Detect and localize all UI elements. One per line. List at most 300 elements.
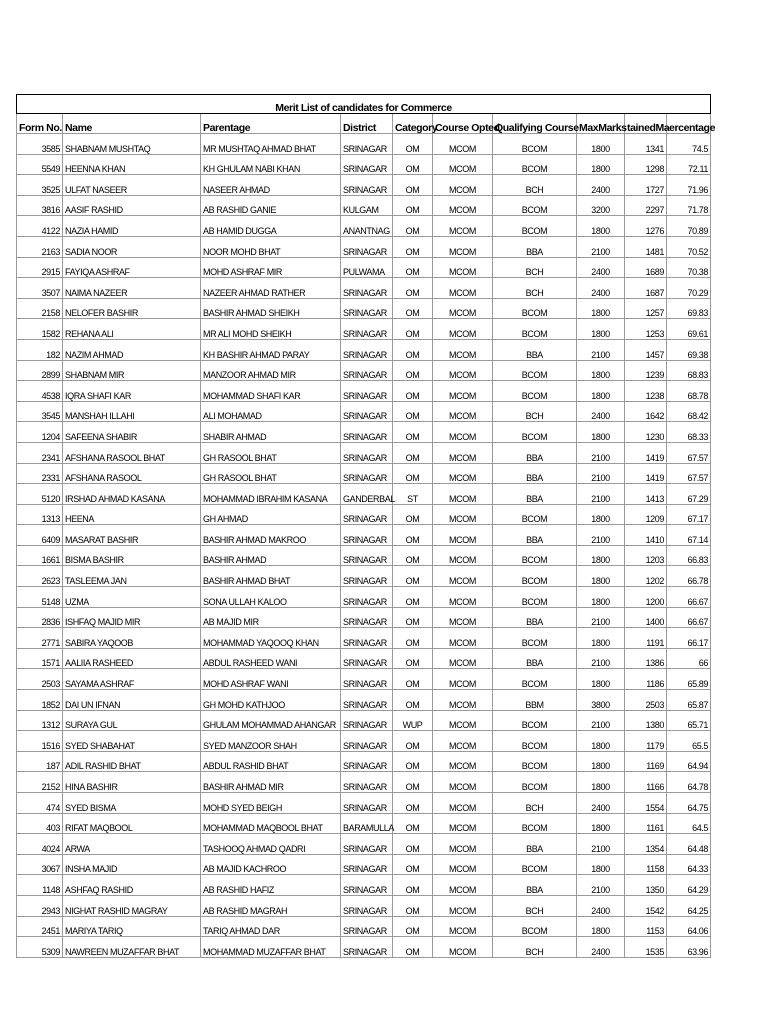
qualifying-course-cell: BBA [493,442,577,463]
obtained-marks-cell: 1354 [625,834,667,855]
qualifying-course-cell: BCOM [493,319,577,340]
name-cell: IQRA SHAFI KAR [63,381,201,402]
course-opted-cell: MCOM [433,484,493,505]
percentage-cell: 68.78 [667,381,711,402]
percentage-cell: 66.83 [667,545,711,566]
percentage-cell: 70.89 [667,216,711,237]
course-opted-cell: MCOM [433,669,493,690]
parentage-cell: MANZOOR AHMAD MIR [201,360,341,381]
category-cell: OM [393,195,433,216]
form-no-cell: 5549 [17,154,63,175]
category-cell: OM [393,504,433,525]
name-cell: ULFAT NASEER [63,175,201,196]
category-cell: OM [393,690,433,711]
district-cell: SRINAGAR [341,175,393,196]
obtained-marks-cell: 1350 [625,875,667,896]
qualifying-course-cell: BCOM [493,854,577,875]
max-marks-cell: 2400 [577,937,625,958]
qualifying-course-cell: BBA [493,484,577,505]
course-opted-cell: MCOM [433,834,493,855]
course-opted-cell: MCOM [433,607,493,628]
course-opted-cell: MCOM [433,154,493,175]
table-row [17,484,711,505]
percentage-cell: 66.17 [667,628,711,649]
category-cell: OM [393,648,433,669]
qualifying-course-cell: BBA [493,875,577,896]
district-cell: SRINAGAR [341,587,393,608]
qualifying-course-cell: BBA [493,834,577,855]
district-cell: SRINAGAR [341,154,393,175]
district-cell: SRINAGAR [341,236,393,257]
header-category: Category [393,114,433,134]
category-cell: OM [393,442,433,463]
parentage-cell: AB RASHID HAFIZ [201,875,341,896]
name-cell: AFSHANA RASOOL BHAT [63,442,201,463]
max-marks-cell: 1800 [577,731,625,752]
course-opted-cell: MCOM [433,587,493,608]
qualifying-course-cell: BBA [493,648,577,669]
parentage-cell: MOHAMMAD YAQOOQ KHAN [201,628,341,649]
category-cell: OM [393,298,433,319]
name-cell: HEENNA KHAN [63,154,201,175]
percentage-cell: 74.5 [667,134,711,155]
form-no-cell: 3545 [17,401,63,422]
obtained-marks-cell: 1410 [625,525,667,546]
percentage-cell: 64.25 [667,895,711,916]
category-cell: OM [393,895,433,916]
merit-list-table [16,94,716,958]
district-cell: SRINAGAR [341,381,393,402]
course-opted-cell: MCOM [433,916,493,937]
category-cell: OM [393,401,433,422]
name-cell: ISHFAQ MAJID MIR [63,607,201,628]
max-marks-cell: 1800 [577,504,625,525]
form-no-cell: 3507 [17,278,63,299]
max-marks-cell: 1800 [577,751,625,772]
district-cell: SRINAGAR [341,669,393,690]
name-cell: REHANA ALI [63,319,201,340]
category-cell: OM [393,793,433,814]
qualifying-course-cell: BCH [493,401,577,422]
table-row [17,813,711,834]
district-cell: ANANTNAG [341,216,393,237]
header-obtained-marks: tainedMa [625,114,667,134]
max-marks-cell: 2400 [577,401,625,422]
max-marks-cell: 1800 [577,216,625,237]
district-cell: PULWAMA [341,257,393,278]
qualifying-course-cell: BCH [493,793,577,814]
obtained-marks-cell: 1457 [625,339,667,360]
percentage-cell: 71.78 [667,195,711,216]
obtained-marks-cell: 1238 [625,381,667,402]
qualifying-course-cell: BCOM [493,916,577,937]
form-no-cell: 2915 [17,257,63,278]
percentage-cell: 67.57 [667,442,711,463]
table-row [17,628,711,649]
category-cell: OM [393,360,433,381]
course-opted-cell: MCOM [433,442,493,463]
table-row [17,175,711,196]
max-marks-cell: 2400 [577,278,625,299]
obtained-marks-cell: 1200 [625,587,667,608]
obtained-marks-cell: 1202 [625,566,667,587]
qualifying-course-cell: BCOM [493,813,577,834]
name-cell: MANSHAH ILLAHI [63,401,201,422]
parentage-cell: GH AHMAD [201,504,341,525]
obtained-marks-cell: 1481 [625,236,667,257]
qualifying-course-cell: BBA [493,463,577,484]
form-no-cell: 1148 [17,875,63,896]
district-cell: SRINAGAR [341,134,393,155]
percentage-cell: 64.5 [667,813,711,834]
obtained-marks-cell: 1186 [625,669,667,690]
category-cell: OM [393,875,433,896]
header-row [17,114,711,134]
max-marks-cell: 1800 [577,854,625,875]
course-opted-cell: MCOM [433,566,493,587]
name-cell: SYED SHABAHAT [63,731,201,752]
form-no-cell: 1582 [17,319,63,340]
percentage-cell: 66.78 [667,566,711,587]
form-no-cell: 3816 [17,195,63,216]
percentage-cell: 64.75 [667,793,711,814]
name-cell: SADIA NOOR [63,236,201,257]
obtained-marks-cell: 1166 [625,772,667,793]
obtained-marks-cell: 1203 [625,545,667,566]
parentage-cell: MR ALI MOHD SHEIKH [201,319,341,340]
max-marks-cell: 2100 [577,607,625,628]
table-row [17,854,711,875]
max-marks-cell: 1800 [577,587,625,608]
parentage-cell: MOHD SYED BEIGH [201,793,341,814]
obtained-marks-cell: 1554 [625,793,667,814]
name-cell: RIFAT MAQBOOL [63,813,201,834]
category-cell: OM [393,525,433,546]
percentage-cell: 64.33 [667,854,711,875]
course-opted-cell: MCOM [433,628,493,649]
qualifying-course-cell: BCOM [493,566,577,587]
parentage-cell: BASHIR AHMAD BHAT [201,566,341,587]
obtained-marks-cell: 1191 [625,628,667,649]
course-opted-cell: MCOM [433,545,493,566]
qualifying-course-cell: BCOM [493,360,577,381]
district-cell: SRINAGAR [341,504,393,525]
form-no-cell: 2771 [17,628,63,649]
obtained-marks-cell: 1727 [625,175,667,196]
form-no-cell: 1204 [17,422,63,443]
obtained-marks-cell: 1386 [625,648,667,669]
qualifying-course-cell: BBA [493,607,577,628]
table-row [17,607,711,628]
form-no-cell: 187 [17,751,63,772]
qualifying-course-cell: BCOM [493,628,577,649]
category-cell: OM [393,669,433,690]
table-row [17,772,711,793]
district-cell: SRINAGAR [341,875,393,896]
table-row [17,690,711,711]
max-marks-cell: 2100 [577,463,625,484]
district-cell: SRINAGAR [341,422,393,443]
course-opted-cell: MCOM [433,813,493,834]
district-cell: BARAMULLA [341,813,393,834]
max-marks-cell: 3800 [577,690,625,711]
name-cell: SURAYA GUL [63,710,201,731]
parentage-cell: ABDUL RASHID BHAT [201,751,341,772]
district-cell: SRINAGAR [341,545,393,566]
max-marks-cell: 1800 [577,298,625,319]
table-row [17,834,711,855]
name-cell: SABIRA YAQOOB [63,628,201,649]
course-opted-cell: MCOM [433,793,493,814]
table-row [17,710,711,731]
percentage-cell: 66.67 [667,607,711,628]
obtained-marks-cell: 1642 [625,401,667,422]
parentage-cell: MR MUSHTAQ AHMAD BHAT [201,134,341,155]
name-cell: TASLEEMA JAN [63,566,201,587]
max-marks-cell: 2400 [577,175,625,196]
category-cell: OM [393,751,433,772]
percentage-cell: 64.06 [667,916,711,937]
form-no-cell: 1313 [17,504,63,525]
course-opted-cell: MCOM [433,381,493,402]
district-cell: SRINAGAR [341,648,393,669]
max-marks-cell: 2100 [577,484,625,505]
name-cell: IRSHAD AHMAD KASANA [63,484,201,505]
parentage-cell: BASHIR AHMAD MIR [201,772,341,793]
district-cell: SRINAGAR [341,463,393,484]
course-opted-cell: MCOM [433,401,493,422]
table-row [17,463,711,484]
max-marks-cell: 2400 [577,257,625,278]
max-marks-cell: 2100 [577,875,625,896]
name-cell: BISMA BASHIR [63,545,201,566]
table-row [17,339,711,360]
max-marks-cell: 2100 [577,834,625,855]
max-marks-cell: 2400 [577,793,625,814]
qualifying-course-cell: BCOM [493,298,577,319]
form-no-cell: 3525 [17,175,63,196]
district-cell: SRINAGAR [341,442,393,463]
course-opted-cell: MCOM [433,236,493,257]
qualifying-course-cell: BCOM [493,587,577,608]
qualifying-course-cell: BCH [493,278,577,299]
max-marks-cell: 1800 [577,545,625,566]
district-cell: KULGAM [341,195,393,216]
form-no-cell: 5309 [17,937,63,958]
course-opted-cell: MCOM [433,648,493,669]
name-cell: HEENA [63,504,201,525]
course-opted-cell: MCOM [433,216,493,237]
header-percentage: ercentage [667,114,711,134]
percentage-cell: 66.67 [667,587,711,608]
district-cell: SRINAGAR [341,834,393,855]
name-cell: SAFEENA SHABIR [63,422,201,443]
name-cell: NIGHAT RASHID MAGRAY [63,895,201,916]
max-marks-cell: 2400 [577,895,625,916]
category-cell: OM [393,134,433,155]
district-cell: SRINAGAR [341,772,393,793]
qualifying-course-cell: BCOM [493,381,577,402]
category-cell: OM [393,216,433,237]
table-row [17,751,711,772]
parentage-cell: ALI MOHAMAD [201,401,341,422]
name-cell: AALIIA RASHEED [63,648,201,669]
course-opted-cell: MCOM [433,360,493,381]
percentage-cell: 70.29 [667,278,711,299]
header-parentage: Parentage [201,114,341,134]
form-no-cell: 2163 [17,236,63,257]
district-cell: SRINAGAR [341,319,393,340]
parentage-cell: TASHOOQ AHMAD QADRI [201,834,341,855]
category-cell: OM [393,154,433,175]
obtained-marks-cell: 1298 [625,154,667,175]
percentage-cell: 70.38 [667,257,711,278]
category-cell: OM [393,731,433,752]
table-row [17,442,711,463]
obtained-marks-cell: 2503 [625,690,667,711]
course-opted-cell: MCOM [433,731,493,752]
sheet-title: Merit List of candidates for Commerce [17,95,711,114]
obtained-marks-cell: 1209 [625,504,667,525]
max-marks-cell: 1800 [577,566,625,587]
district-cell: SRINAGAR [341,937,393,958]
percentage-cell: 67.14 [667,525,711,546]
header-course-opted: Course Opted [433,114,493,134]
category-cell: OM [393,257,433,278]
percentage-cell: 68.42 [667,401,711,422]
form-no-cell: 1516 [17,731,63,752]
qualifying-course-cell: BCOM [493,772,577,793]
obtained-marks-cell: 1380 [625,710,667,731]
name-cell: SHABNAM MUSHTAQ [63,134,201,155]
form-no-cell: 4538 [17,381,63,402]
table-row [17,793,711,814]
parentage-cell: GH RASOOL BHAT [201,463,341,484]
max-marks-cell: 3200 [577,195,625,216]
form-no-cell: 2836 [17,607,63,628]
course-opted-cell: MCOM [433,875,493,896]
percentage-cell: 64.78 [667,772,711,793]
district-cell: SRINAGAR [341,895,393,916]
obtained-marks-cell: 1687 [625,278,667,299]
table-row [17,298,711,319]
obtained-marks-cell: 1239 [625,360,667,381]
percentage-cell: 69.61 [667,319,711,340]
percentage-cell: 63.96 [667,937,711,958]
parentage-cell: MOHD ASHRAF WANI [201,669,341,690]
category-cell: OM [393,607,433,628]
table-row [17,504,711,525]
course-opted-cell: MCOM [433,463,493,484]
district-cell: SRINAGAR [341,916,393,937]
table-row [17,216,711,237]
parentage-cell: MOHD ASHRAF MIR [201,257,341,278]
max-marks-cell: 1800 [577,381,625,402]
name-cell: SAYAMA ASHRAF [63,669,201,690]
category-cell: OM [393,545,433,566]
qualifying-course-cell: BCOM [493,669,577,690]
percentage-cell: 65.87 [667,690,711,711]
name-cell: DAI UN IFNAN [63,690,201,711]
form-no-cell: 182 [17,339,63,360]
category-cell: OM [393,628,433,649]
name-cell: SHABNAM MIR [63,360,201,381]
qualifying-course-cell: BCOM [493,751,577,772]
percentage-cell: 65.89 [667,669,711,690]
form-no-cell: 474 [17,793,63,814]
course-opted-cell: MCOM [433,525,493,546]
max-marks-cell: 2100 [577,648,625,669]
form-no-cell: 2899 [17,360,63,381]
parentage-cell: BASHIR AHMAD MAKROO [201,525,341,546]
course-opted-cell: MCOM [433,504,493,525]
max-marks-cell: 1800 [577,134,625,155]
course-opted-cell: MCOM [433,278,493,299]
category-cell: OM [393,813,433,834]
course-opted-cell: MCOM [433,690,493,711]
header-max-marks: MaxMarks [577,114,625,134]
parentage-cell: SYED MANZOOR SHAH [201,731,341,752]
parentage-cell: MOHAMMAD IBRAHIM KASANA [201,484,341,505]
name-cell: NAWREEN MUZAFFAR BHAT [63,937,201,958]
obtained-marks-cell: 1689 [625,257,667,278]
form-no-cell: 2451 [17,916,63,937]
table-row [17,360,711,381]
district-cell: SRINAGAR [341,710,393,731]
parentage-cell: MOHAMMAD MAQBOOL BHAT [201,813,341,834]
obtained-marks-cell: 1158 [625,854,667,875]
form-no-cell: 2503 [17,669,63,690]
table-row [17,566,711,587]
qualifying-course-cell: BBA [493,339,577,360]
form-no-cell: 1661 [17,545,63,566]
max-marks-cell: 1800 [577,422,625,443]
parentage-cell: BASHIR AHMAD SHEIKH [201,298,341,319]
table-row [17,236,711,257]
name-cell: MARIYA TARIQ [63,916,201,937]
table-row [17,278,711,299]
header-qualifying-course: Qualifying Course [493,114,577,134]
table-row [17,916,711,937]
max-marks-cell: 1800 [577,772,625,793]
district-cell: SRINAGAR [341,298,393,319]
obtained-marks-cell: 1230 [625,422,667,443]
district-cell: SRINAGAR [341,690,393,711]
district-cell: SRINAGAR [341,360,393,381]
form-no-cell: 6409 [17,525,63,546]
qualifying-course-cell: BBM [493,690,577,711]
percentage-cell: 64.48 [667,834,711,855]
category-cell: WUP [393,710,433,731]
table-row [17,587,711,608]
table-row [17,257,711,278]
name-cell: AFSHANA RASOOL [63,463,201,484]
max-marks-cell: 1800 [577,628,625,649]
table-row [17,134,711,155]
obtained-marks-cell: 1419 [625,463,667,484]
category-cell: ST [393,484,433,505]
category-cell: OM [393,422,433,443]
max-marks-cell: 1800 [577,319,625,340]
table-row [17,154,711,175]
district-cell: GANDERBAL [341,484,393,505]
qualifying-course-cell: BCH [493,257,577,278]
category-cell: OM [393,566,433,587]
course-opted-cell: MCOM [433,298,493,319]
course-opted-cell: MCOM [433,339,493,360]
obtained-marks-cell: 1542 [625,895,667,916]
qualifying-course-cell: BCOM [493,195,577,216]
